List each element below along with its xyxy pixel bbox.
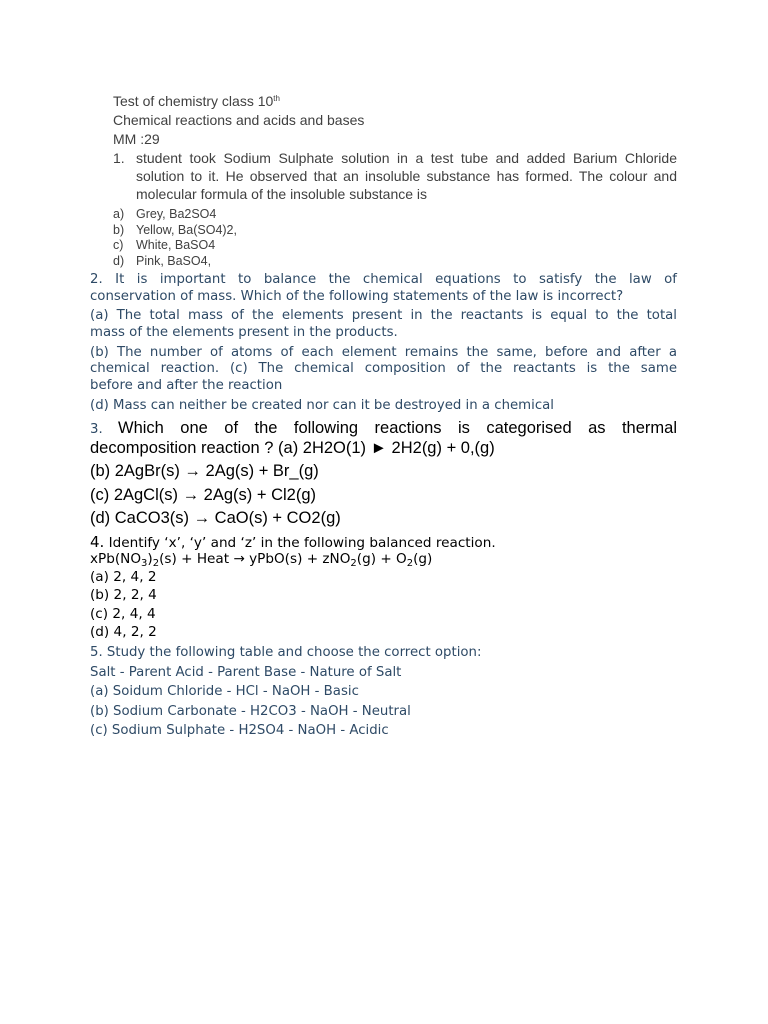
- equation-part: (g) + O: [356, 551, 407, 567]
- q1-option-label: b): [113, 223, 125, 237]
- q5-option: (b) Sodium Carbonate - H2CO3 - NaOH - Neutral: [90, 704, 411, 719]
- q1-text-line: solution to it. He observed that an insoluble substance has formed. The colour and: [136, 168, 677, 184]
- equation-part: (s) + Heat → yPbO(s) + zNO: [159, 551, 351, 567]
- q3-number: 3.: [90, 422, 103, 437]
- test-title-text: Test of chemistry class 10: [113, 93, 274, 109]
- q2-text-line: 2. It is important to balance the chemical equations to satisfy the law of: [90, 272, 677, 287]
- q1-option-label: a): [113, 207, 125, 221]
- equation-subscript: 3: [141, 558, 148, 569]
- q4-option: (a) 2, 4, 2: [90, 569, 157, 585]
- max-marks: MM :29: [113, 131, 160, 147]
- q4-question: [90, 533, 496, 551]
- equation-subscript: 2: [406, 558, 414, 569]
- equation-part: xPb(NO: [90, 551, 142, 567]
- test-subtitle: Chemical reactions and acids and bases: [113, 112, 365, 128]
- q3-option: (d) CaCO3(s) → CaO(s) + CO2(g): [90, 509, 341, 527]
- q3-option: (b) 2AgBr(s) → 2Ag(s) + Br_(g): [90, 462, 319, 480]
- equation-part: (g): [413, 551, 433, 567]
- q2-option-a-line: mass of the elements present in the products.: [90, 325, 398, 340]
- q2-option-d-line: (d) Mass can neither be created nor can it be destroyed in a chemical: [90, 398, 554, 413]
- q2-option-b-line: (b) The number of atoms of each element remains the same, before and after a: [90, 345, 677, 360]
- q1-text-line: molecular formula of the insoluble substance is: [136, 186, 428, 202]
- q1-option-text: Yellow, Ba(SO4)2,: [136, 223, 237, 237]
- q5-option: (a) Soidum Chloride - HCl - NaOH - Basic: [90, 684, 359, 699]
- equation-subscript: 2: [152, 558, 160, 569]
- q2-text-line: conservation of mass. Which of the following statements of the law is incorrect?: [90, 289, 624, 304]
- q4-option: (d) 4, 2, 2: [90, 624, 157, 640]
- equation-subscript: 2: [350, 558, 357, 569]
- q5-table-header: Salt - Parent Acid - Parent Base - Nature of Salt: [90, 665, 402, 680]
- q4-option: (b) 2, 2, 4: [90, 587, 157, 603]
- q3-text-line: Which one of the following reactions is categorised as thermal: [118, 419, 677, 437]
- q4-equation: [90, 551, 432, 569]
- q3-text-line: decomposition reaction ? (a) 2H2O(1) ► 2H2(g) + 0,(g): [90, 439, 495, 457]
- q5-option: (c) Sodium Sulphate - H2SO4 - NaOH - Acidic: [90, 723, 389, 738]
- q1-text-line: student took Sodium Sulphate solution in a test tube and added Barium Chloride: [136, 150, 677, 166]
- q1-option-text: Grey, Ba2SO4: [136, 207, 217, 221]
- q4-number: 4.: [90, 533, 105, 551]
- q1-option-label: c): [113, 238, 124, 252]
- equation-part: ): [147, 551, 153, 567]
- q4-question-text: Identify ‘x’, ‘y’ and ‘z’ in the following balanced reaction.: [108, 535, 496, 551]
- q2-option-a-line: (a) The total mass of the elements present in the reactants is equal to the total: [90, 308, 677, 323]
- q1-option-label: d): [113, 254, 125, 268]
- q2-option-c-line: before and after the reaction: [90, 378, 283, 393]
- q3-option: (c) 2AgCl(s) → 2Ag(s) + Cl2(g): [90, 486, 316, 504]
- test-title: [113, 93, 280, 109]
- q5-question: 5. Study the following table and choose the correct option:: [90, 645, 482, 660]
- title-superscript: th: [273, 94, 280, 103]
- q4-option: (c) 2, 4, 4: [90, 606, 156, 622]
- q1-number: 1.: [113, 150, 125, 166]
- q1-option-text: White, BaSO4: [136, 238, 216, 252]
- q1-option-text: Pink, BaSO4,: [136, 254, 212, 268]
- q2-option-c-line: chemical reaction. (c) The chemical composition of the reactants is the same: [90, 361, 677, 376]
